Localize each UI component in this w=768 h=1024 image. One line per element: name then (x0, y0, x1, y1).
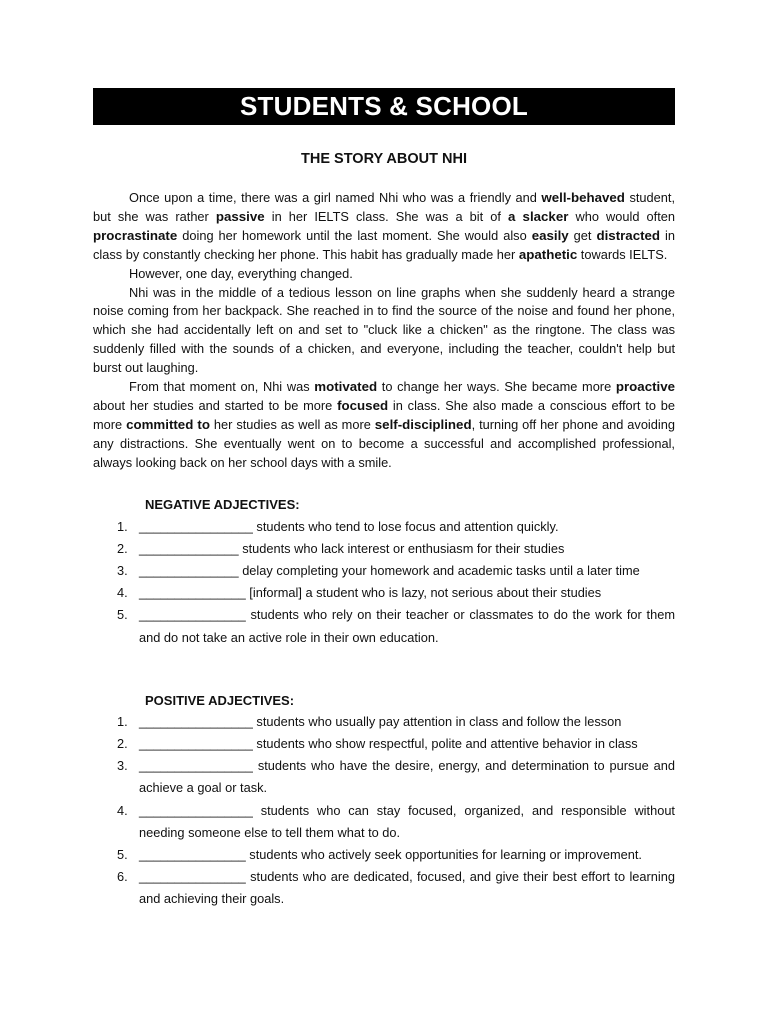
vocab-word: a slacker (507, 208, 569, 224)
story-text: her studies as well as more (209, 416, 375, 432)
item-text: ______________ delay completing your homework and academic tasks until a later time (139, 563, 640, 578)
vocab-word: apathetic (518, 246, 578, 262)
vocab-word: focused (337, 397, 389, 413)
item-text: ________________ students who tend to lose focus and attention quickly. (139, 518, 559, 534)
item-text: ________________ students who show respectful, polite and attentive behavior in class (139, 736, 638, 752)
story-text: , turning off her phone and avoiding any distractions. She eventually went on to become a successful and accomplished professional, always looking back on her school days with a smile. (93, 416, 675, 470)
story-text: in her IELTS class. She was a bit of (264, 208, 508, 224)
exercise-item (93, 800, 675, 844)
exercise-item (93, 604, 675, 648)
vocab-word: procrastinate (93, 227, 178, 243)
item-text: _______________ students who rely on their teacher or classmates to do the work for them and do not take an active role in their own education. (139, 607, 675, 645)
item-number: 1. (117, 518, 128, 534)
vocab-word: distracted (596, 227, 661, 243)
story-paragraph-2: However, one day, everything changed. (129, 265, 353, 281)
vocab-word: proactive (615, 379, 675, 395)
story-text: in class. She also made a conscious effort to be more (93, 397, 676, 432)
story-text: get (568, 227, 597, 243)
exercise-item (93, 538, 675, 560)
story-paragraph-4 (93, 378, 675, 473)
item-number: 3. (117, 758, 128, 774)
banner-title: STUDENTS & SCHOOL (93, 88, 675, 125)
item-number: 5. (117, 607, 128, 623)
story-text: to change her ways. She became more (377, 379, 616, 395)
item-number: 2. (117, 540, 128, 556)
item-number: 4. (117, 802, 128, 818)
story-text: in class by constantly checking her phone. This habit has gradually made her (93, 227, 676, 262)
item-text: ________________ students who usually pay attention in class and follow the lesson (139, 713, 622, 729)
item-text: ________________ students who can stay focused, organized, and responsible without needing someone else to tell them what to do. (139, 802, 675, 840)
vocab-word: committed to (126, 416, 210, 432)
item-number: 3. (117, 563, 128, 578)
negative-adjectives-list (93, 516, 675, 649)
negative-adjectives-heading: NEGATIVE ADJECTIVES: (145, 496, 300, 512)
exercise-item (93, 560, 675, 582)
exercise-item (93, 844, 675, 866)
story-paragraph-1 (93, 189, 675, 265)
exercise-item (93, 733, 675, 755)
story-text: doing her homework until the last moment. She would also (177, 227, 532, 243)
story-title: THE STORY ABOUT NHI (301, 151, 467, 167)
exercise-item (93, 755, 675, 799)
item-number: 5. (117, 847, 128, 863)
story-text: about her studies and started to be more (93, 397, 338, 413)
vocab-word: motivated (314, 379, 378, 395)
story-text: towards IELTS. (577, 246, 668, 262)
vocab-word: self-disciplined (374, 416, 472, 432)
positive-adjectives-heading: POSITIVE ADJECTIVES: (145, 692, 295, 708)
item-text: _______________ students who actively seek opportunities for learning or improvement. (139, 847, 642, 863)
item-text: _______________ students who are dedicated, focused, and give their best effort to learning and achieving their goals. (139, 869, 675, 907)
story-text: who would often (568, 208, 675, 224)
item-number: 6. (117, 869, 128, 885)
exercise-item (93, 516, 675, 538)
item-number: 1. (117, 713, 128, 729)
story-text: From that moment on, Nhi was (129, 379, 315, 395)
positive-adjectives-list (93, 711, 675, 911)
story-text: Once upon a time, there was a girl named Nhi who was a friendly and (129, 190, 542, 205)
item-text: _______________ [informal] a student who is lazy, not serious about their studies (139, 585, 602, 601)
item-text: ______________ students who lack interest or enthusiasm for their studies (139, 540, 565, 556)
item-number: 4. (117, 585, 128, 601)
vocab-word: passive (215, 208, 265, 224)
exercise-item (93, 866, 675, 910)
story-body (93, 189, 675, 473)
story-text: student, but she was rather (93, 190, 675, 224)
vocab-word: easily (531, 227, 569, 243)
item-text: ________________ students who have the desire, energy, and determination to pursue and achieve a goal or task. (139, 758, 675, 796)
exercise-item (93, 711, 675, 733)
exercise-item (93, 582, 675, 604)
worksheet-page (93, 88, 675, 911)
item-number: 2. (117, 736, 128, 752)
story-paragraph-3: Nhi was in the middle of a tedious lesson on line graphs when she suddenly heard a strange noise coming from her backpack. She reached in to find the source of the noise and found her phone, which she had accidentally left on and set to "cluck like a chicken" as the ringtone. The class was suddenly filled with the sounds of a chicken, and everyone, including the teacher, couldn't help but burst out laughing. (93, 284, 675, 376)
vocab-word: well-behaved (541, 190, 625, 205)
